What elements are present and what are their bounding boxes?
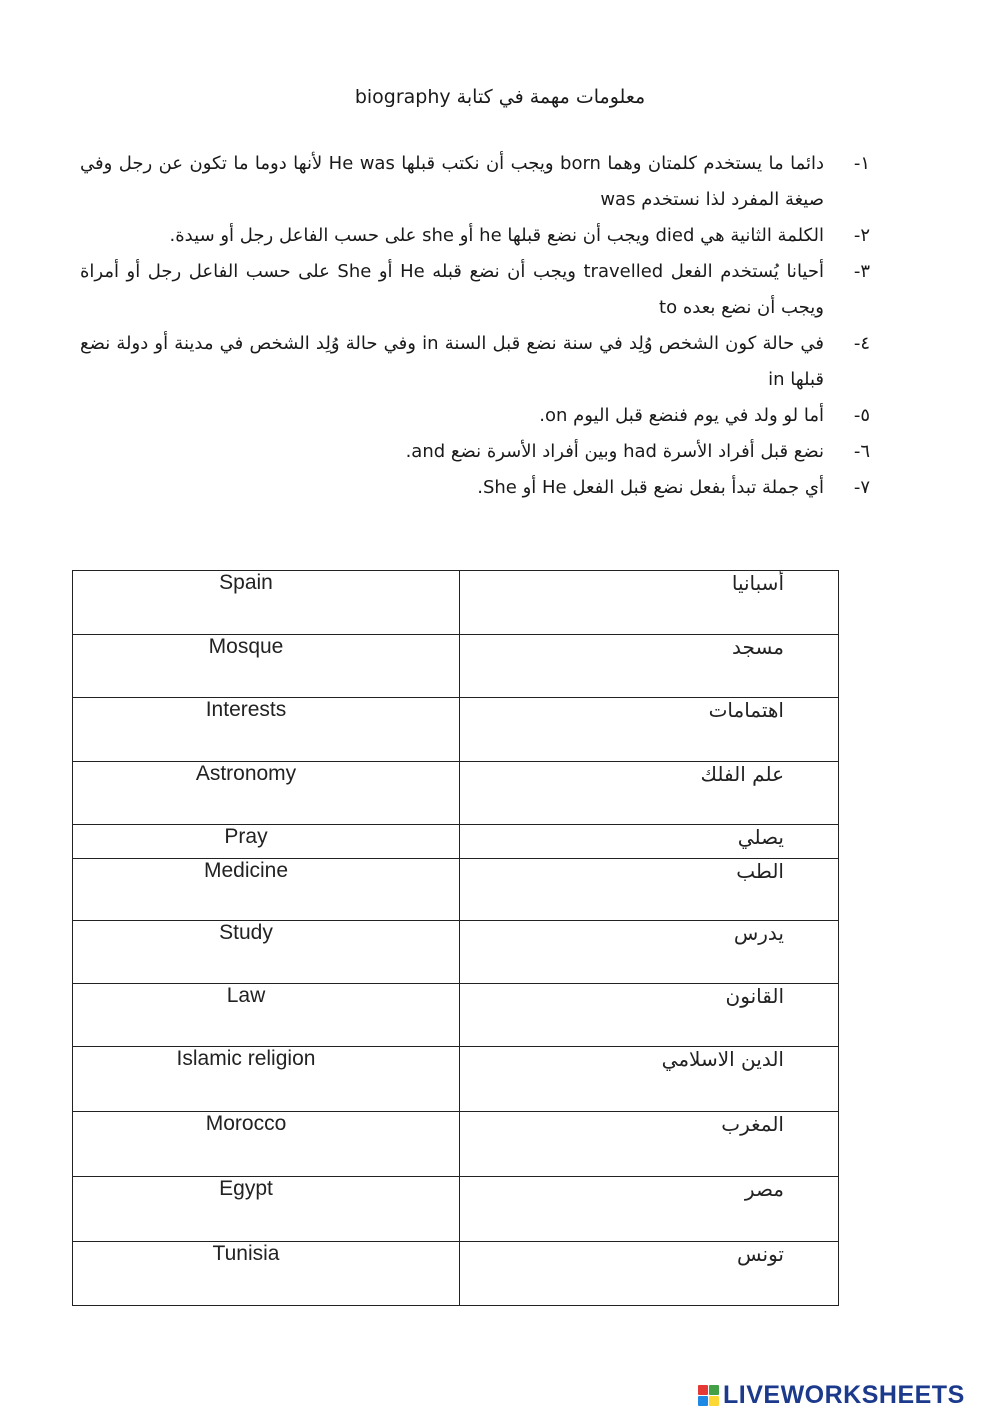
arabic-word-cell xyxy=(460,984,839,1047)
logo-square xyxy=(698,1396,708,1406)
english-word: Mosque xyxy=(208,635,284,658)
rule-item xyxy=(80,146,870,218)
rule-item xyxy=(80,326,870,398)
rule-text: أحيانا يُستخدم الفعل travelled ويجب أن نضع قبله He أو She على حسب الفاعل رجل أو أمراة ويجب أن نضع بعده to xyxy=(80,261,824,318)
arabic-word: الدين الاسلامي xyxy=(661,1047,784,1071)
arabic-word: اهتمامات xyxy=(708,698,784,722)
rule-number: ٥- xyxy=(853,405,870,426)
table-row xyxy=(73,859,839,921)
english-word-cell xyxy=(73,921,460,984)
rule-item xyxy=(80,398,870,434)
rule-number: ٣- xyxy=(853,261,870,282)
english-word: Law xyxy=(226,984,266,1007)
english-word: Spain xyxy=(219,571,273,594)
arabic-word-cell xyxy=(460,1047,839,1112)
english-word-cell xyxy=(73,984,460,1047)
english-word: Morocco xyxy=(205,1112,287,1135)
arabic-word-cell xyxy=(460,1112,839,1177)
english-word: Tunisia xyxy=(212,1242,280,1265)
arabic-word: الطب xyxy=(736,859,784,883)
table-row xyxy=(73,762,839,825)
english-word: Pray xyxy=(224,825,268,848)
english-word-cell xyxy=(73,571,460,635)
logo-icon xyxy=(698,1385,719,1406)
logo-square xyxy=(698,1385,708,1395)
arabic-word: القانون xyxy=(725,984,784,1008)
rule-item xyxy=(80,470,870,506)
english-word: Islamic religion xyxy=(176,1047,316,1070)
page-title: معلومات مهمة في كتابة biography xyxy=(354,86,646,108)
table-row xyxy=(73,1047,839,1112)
arabic-word-cell xyxy=(460,1242,839,1306)
arabic-word-cell xyxy=(460,859,839,921)
english-word-cell xyxy=(73,762,460,825)
rule-item xyxy=(80,254,870,326)
rule-item xyxy=(80,434,870,470)
rule-text: الكلمة الثانية هي died ويجب أن نضع قبلها he أو she على حسب الفاعل رجل أو سيدة. xyxy=(169,225,824,246)
english-word: Medicine xyxy=(203,859,289,882)
rule-text: دائما ما يستخدم كلمتان وهما born ويجب أن نكتب قبلها He was لأنها دوما ما تكون عن رجل وفي صيغة المفرد لذا نستخدم was xyxy=(80,153,824,210)
rule-text: في حالة كون الشخص وُلِد في سنة نضع قبل السنة in وفي حالة وُلِد الشخص في مدينة أو دولة نضع قبلها in xyxy=(80,333,824,390)
english-word-cell xyxy=(73,1047,460,1112)
arabic-word: علم الفلك xyxy=(700,762,784,786)
arabic-word-cell xyxy=(460,921,839,984)
arabic-word-cell xyxy=(460,825,839,859)
rules-list xyxy=(80,146,870,506)
english-word-cell xyxy=(73,1177,460,1242)
rule-number: ٢- xyxy=(853,225,870,246)
english-word: Astronomy xyxy=(195,762,297,785)
rule-text: أي جملة تبدأ بفعل نضع قبل الفعل He أو She. xyxy=(477,477,824,498)
arabic-word-cell xyxy=(460,635,839,698)
english-word-cell xyxy=(73,1242,460,1306)
liveworksheets-logo[interactable] xyxy=(698,1378,965,1412)
english-word: Egypt xyxy=(219,1177,273,1200)
rule-number: ١- xyxy=(853,153,870,174)
logo-square xyxy=(709,1396,719,1406)
table-row xyxy=(73,571,839,635)
english-word-cell xyxy=(73,1112,460,1177)
arabic-word: أسبانيا xyxy=(731,571,784,595)
logo-square xyxy=(709,1385,719,1395)
english-word-cell xyxy=(73,698,460,762)
table-row xyxy=(73,825,839,859)
arabic-word-cell xyxy=(460,1177,839,1242)
arabic-word-cell xyxy=(460,762,839,825)
arabic-word: تونس xyxy=(737,1242,784,1266)
table-row xyxy=(73,1177,839,1242)
table-row xyxy=(73,1112,839,1177)
logo-text: LIVEWORKSHEETS xyxy=(723,1380,965,1409)
english-word-cell xyxy=(73,635,460,698)
arabic-word-cell xyxy=(460,698,839,762)
rule-text: نضع قبل أفراد الأسرة had وبين أفراد الأسرة نضع and. xyxy=(405,441,824,462)
rule-item xyxy=(80,218,870,254)
rule-number: ٤- xyxy=(853,333,870,354)
arabic-word: يصلي xyxy=(737,825,784,849)
arabic-word: مصر xyxy=(744,1177,784,1201)
table-row xyxy=(73,698,839,762)
table-row xyxy=(73,635,839,698)
english-word: Interests xyxy=(205,698,287,721)
english-word: Study xyxy=(219,921,273,944)
table-row xyxy=(73,921,839,984)
table-row xyxy=(73,984,839,1047)
rule-text: أما لو ولد في يوم فنضع قبل اليوم on. xyxy=(539,405,824,426)
vocabulary-table xyxy=(72,570,839,1306)
arabic-word: يدرس xyxy=(733,921,784,945)
table-row xyxy=(73,1242,839,1306)
rule-number: ٧- xyxy=(853,477,870,498)
english-word-cell xyxy=(73,859,460,921)
rule-number: ٦- xyxy=(853,441,870,462)
english-word-cell xyxy=(73,825,460,859)
arabic-word: مسجد xyxy=(732,635,784,659)
arabic-word-cell xyxy=(460,571,839,635)
arabic-word: المغرب xyxy=(721,1112,784,1136)
